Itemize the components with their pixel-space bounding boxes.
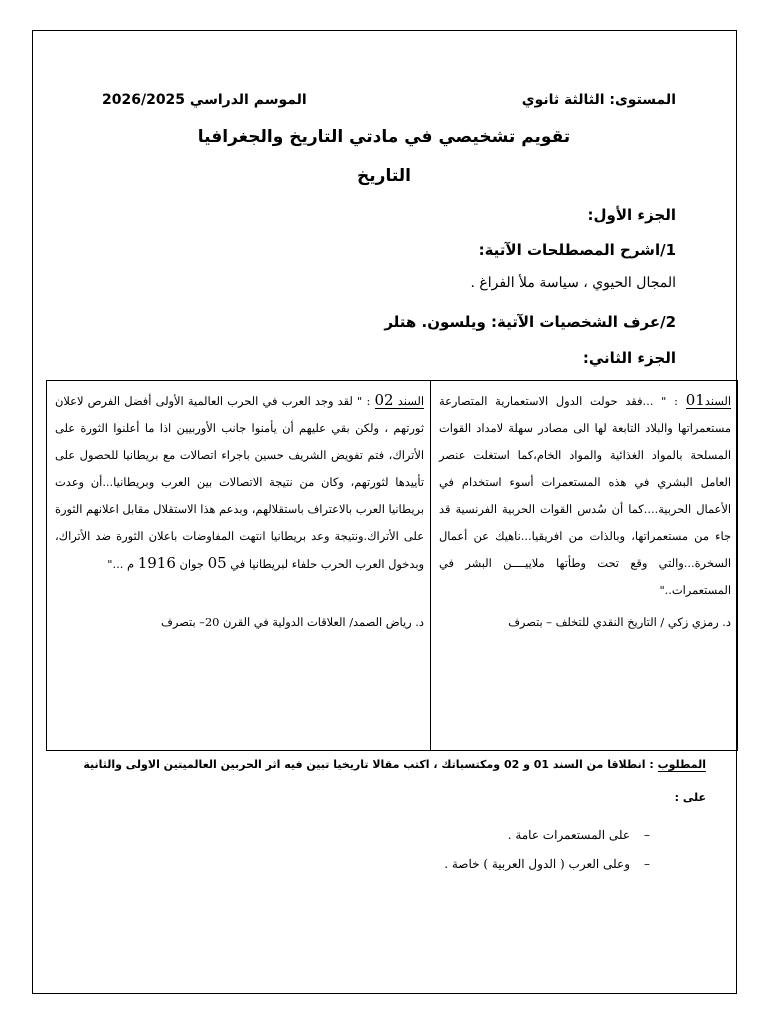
level-label: المستوى: الثالثة ثانوي — [521, 92, 676, 108]
document-2-source: د. رياض الصمد/ العلاقات الدولية في القرن 20– بتصرف — [161, 615, 424, 629]
question-2: 2/عرف الشخصيات الآتية: ويلسون. هتلر — [384, 313, 676, 331]
document-1-cell — [430, 381, 737, 750]
part1-heading: الجزء الأول: — [587, 206, 676, 224]
requirement-bullets — [444, 828, 650, 886]
subject-title: التاريخ — [357, 166, 411, 186]
document-2-label: السند 02 — [374, 391, 425, 409]
document-2-text: السند 02 : " لقد وجد العرب في الحرب العالمية الأولى أفضل الفرص لاعلان ثورتهم ، ولكن بقي عليهم أن يأمنوا جانب الأوربيين اذا ما أعلنوا الثورة على الأتراك، فتم تفويض الشريف حسين باجراء اتصالات مع بريطانيا للحصول على تأييدها لثورتهم، وكان من نتيجة الاتصالات بين العرب وبريطانيا...أن وعدت بريطانيا العرب بالاعتراف باستقلالهم، وبدعم هذا الاستقلال مقابل اعلانهم الثورة على الأتراك.ونتيجة وعد بريطانيا انتهت المفاوضات باعلان الثورة ضد الأتراك، وبدخول العرب الحرب حلفاء لبريطانيا في 05 جوان 1916 م ..." — [55, 391, 425, 572]
list-item: –على المستعمرات عامة . — [507, 828, 650, 842]
season-label: الموسم الدراسي 2026/2025 — [102, 92, 307, 108]
document-1-label: السند01 — [685, 391, 731, 409]
document-1-source: د. رمزي زكي / التاريخ النقدي للتخلف – بتصرف — [508, 615, 731, 629]
page-title: تقويم تشخيصي في مادتي التاريخ والجغرافيا — [197, 127, 571, 147]
part2-heading: الجزء الثاني: — [582, 349, 676, 367]
requirement-line: المطلوب : انطلاقا من السند 01 و 02 ومكتسباتك ، اكتب مقالا تاريخيا تبين فيه اثر الحربين العالميتين الاولى والثانية — [83, 758, 706, 771]
document-2-cell — [47, 381, 430, 750]
question-1: 1/اشرح المصطلحات الآتية: — [478, 241, 676, 259]
terms-list: المجال الحيوي ، سياسة ملأ الفراغ . — [470, 275, 676, 291]
requirement-line-2: على : — [674, 791, 706, 804]
list-item: –وعلى العرب ( الدول العربية ) خاصة . — [444, 857, 650, 871]
documents-table — [46, 380, 738, 751]
document-1-text: السند01 : " ...فقد حولت الدول الاستعمارية المتصارعة مستعمراتها والبلاد التابعة لها الى مصادر سهلة لامداد القوات المسلحة بالمواد الغذائية والمواد الخام،كما استغلت عنصر العامل البشري في هذه المستعمرات أسوء استخدام في الأعمال الحربية....كما أن سُدس القوات الحربية الفرنسية قد جاء من مستعمراتها، وبالذات من افريقيا...ناهيك عن أعمال السخرة...والتي وقع تحت وطأتها ملاييــــن البشر في المستعمرات.." — [439, 391, 731, 597]
